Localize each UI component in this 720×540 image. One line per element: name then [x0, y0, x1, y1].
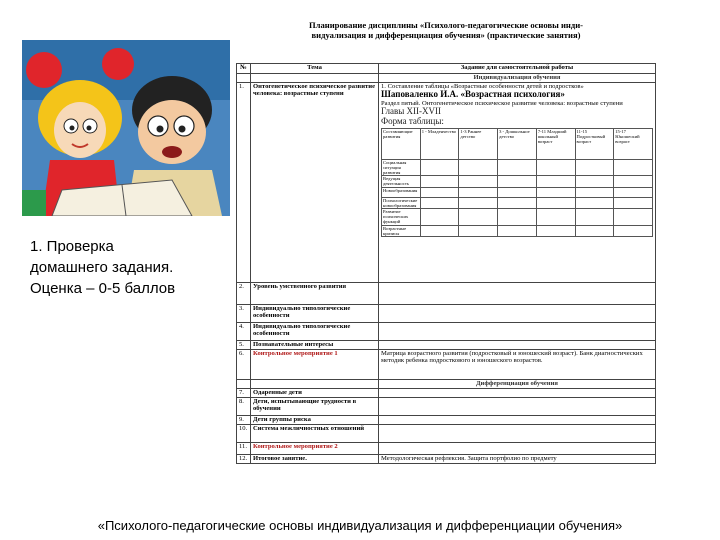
slide-footer: «Психолого-педагогические основы индивидуализация и дифференциации обучения» [97, 518, 623, 533]
table-row [237, 350, 656, 380]
section-row [237, 380, 656, 389]
inner-header-cell: Составляющие развития [382, 128, 421, 159]
row-num: 2. [237, 283, 251, 305]
inner-row [382, 197, 653, 208]
book-chapters: Главы XII-XVII [381, 106, 442, 117]
table-row [237, 425, 656, 443]
inner-row-label: Развитие психических функций [382, 209, 421, 226]
row-topic: Онтогенетическое психическое развитие человека: возрастные ступени [251, 83, 379, 283]
section-individualization: Индивидуализация обучения [379, 74, 656, 83]
document-title-line: Планирование дисциплины «Психолого-педагогические основы инди- [308, 20, 584, 30]
row-topic: Индивидуально типологические особенности [251, 323, 379, 341]
inner-header-cell: 15-17 Юношеский возраст [614, 128, 653, 159]
row-num: 12. [237, 455, 251, 464]
document-title-line: видуализация и дифференциация обучения» (практические занятия) [311, 30, 581, 40]
planning-table [236, 63, 656, 464]
inner-row [382, 209, 653, 226]
inner-header-cell: 1-3 Раннее детство [459, 128, 498, 159]
row-num: 7. [237, 389, 251, 398]
inner-header-cell: 1 - Младенчество [420, 128, 459, 159]
table-row [237, 398, 656, 416]
row-topic: Система межличностных отношений [251, 425, 379, 443]
task-text: 1. Составление таблицы «Возрастные особенности детей и подростков» [381, 83, 584, 90]
row-num: 4. [237, 323, 251, 341]
row-task [379, 83, 656, 283]
row-num: 10. [237, 425, 251, 443]
inner-row [382, 176, 653, 187]
row-num: 9. [237, 416, 251, 425]
age-development-table [381, 128, 653, 237]
row-num: 6. [237, 350, 251, 380]
caption-line: домашнего задания. [30, 259, 174, 276]
control-event-2: Контрольное мероприятие 2 [251, 443, 379, 455]
table-row [237, 341, 656, 350]
row-topic: Дети, испытывающие трудности в обучении [251, 398, 379, 416]
row-topic: Итоговое занятие. [251, 455, 379, 464]
header-num: № [237, 64, 251, 74]
table-header-row [237, 64, 656, 74]
inner-row [382, 187, 653, 197]
table-form-label: Форма таблицы: [381, 116, 444, 126]
document-title [236, 20, 656, 60]
cartoon-illustration [22, 40, 230, 216]
table-row [237, 305, 656, 323]
caption-line: 1. Проверка [30, 238, 114, 255]
inner-row-label: Психологические новообразования [382, 197, 421, 208]
row-topic: Индивидуально типологические особенности [251, 305, 379, 323]
row-num: 11. [237, 443, 251, 455]
header-task: Задание для самостоятельной работы [379, 64, 656, 74]
inner-header-cell: 3 - Дошкольное детство [498, 128, 537, 159]
table-row [237, 416, 656, 425]
row-topic: Дети группы риска [251, 416, 379, 425]
header-topic: Тема [251, 64, 379, 74]
inner-row [382, 159, 653, 176]
section-differentiation: Дифференциация обучения [379, 380, 656, 389]
slide-caption [30, 236, 230, 299]
table-row [237, 283, 656, 305]
table-row [237, 443, 656, 455]
section-row [237, 74, 656, 83]
table-row [237, 323, 656, 341]
row-num: 3. [237, 305, 251, 323]
control-event-1: Контрольное мероприятие 1 [251, 350, 379, 380]
row-num: 5. [237, 341, 251, 350]
inner-row [382, 225, 653, 236]
table-row [237, 455, 656, 464]
row-num: 8. [237, 398, 251, 416]
inner-header-cell: 7-11 Младший школьный возраст [536, 128, 575, 159]
caption-line: Оценка – 0-5 баллов [30, 280, 176, 297]
row-topic: Одаренные дети [251, 389, 379, 398]
table-row [237, 83, 656, 283]
row-num: 1. [237, 83, 251, 283]
inner-row-label: Ведущая деятельность [382, 176, 421, 187]
children-reading-book-icon [22, 40, 230, 216]
book-section: Раздел пятый. Онтогенетическое психическое развитие человека: возрастные ступени [381, 100, 623, 107]
inner-row-label: Возрастные кризисы [382, 225, 421, 236]
row-topic: Познавательные интересы [251, 341, 379, 350]
row-topic: Уровень умственного развития [251, 283, 379, 305]
row-task: Методологическая рефлексия. Защита портфолио по предмету [379, 455, 656, 464]
inner-header-row [382, 128, 653, 159]
inner-header-cell: 11-15 Подростковый возраст [575, 128, 614, 159]
inner-row-label: Новообразования [382, 187, 421, 197]
inner-row-label: Социальная ситуация развития [382, 159, 421, 176]
row-task: Матрица возрастного развития (подростковый и юношеский возраст). Банк диагностических методик ребенка подросткового и юношеского возрастов. [379, 350, 656, 380]
table-row [237, 389, 656, 398]
planning-document [236, 20, 656, 498]
book-title: Шаповаленко И.А. «Возрастная психология» [381, 89, 565, 100]
